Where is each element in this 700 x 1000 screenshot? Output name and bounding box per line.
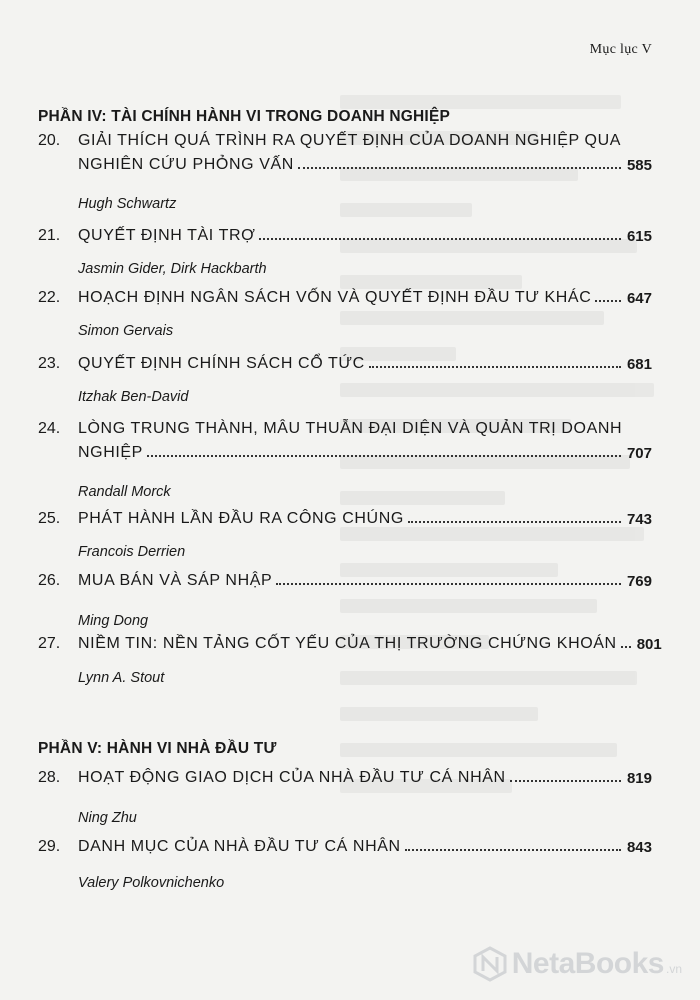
entry-title-continued: NGHIỆP — [78, 444, 143, 461]
dot-leader — [595, 300, 621, 302]
dot-leader — [298, 167, 621, 169]
entry-title-continued: NGHIÊN CỨU PHỎNG VẤN — [78, 156, 294, 173]
bleed-through-decoration — [340, 95, 670, 855]
entry-number: 26. — [38, 572, 61, 589]
toc-entry[interactable] — [38, 355, 652, 373]
entry-page-number: 819 — [626, 770, 652, 787]
entry-title: GIẢI THÍCH QUÁ TRÌNH RA QUYẾT ĐỊNH CỦA DOANH NGHIỆP QUA — [78, 132, 622, 149]
entry-page-number: 615 — [626, 228, 652, 245]
entry-title: HOẠCH ĐỊNH NGÂN SÁCH VỐN VÀ QUYẾT ĐỊNH ĐẦU TƯ KHÁC — [78, 289, 592, 306]
entry-author: Francois Derrien — [78, 544, 186, 560]
entry-title: LÒNG TRUNG THÀNH, MÂU THUẪN ĐẠI DIỆN VÀ QUẢN TRỊ DOANH — [78, 420, 623, 437]
dot-leader — [405, 849, 621, 851]
netabooks-watermark — [472, 946, 682, 982]
page-header: Mục lục V — [589, 42, 652, 57]
entry-page-number: 707 — [626, 445, 652, 462]
entry-page-number: 681 — [626, 356, 652, 373]
entry-title: PHÁT HÀNH LẦN ĐẦU RA CÔNG CHÚNG — [78, 510, 404, 527]
watermark-brand: NetaBooks — [511, 947, 664, 980]
entry-number: 23. — [38, 355, 61, 372]
entry-number: 24. — [38, 420, 61, 437]
dot-leader — [147, 455, 621, 457]
entry-title: QUYẾT ĐỊNH TÀI TRỢ — [78, 227, 256, 244]
entry-author: Jasmin Gider, Dirk Hackbarth — [78, 261, 267, 277]
entry-page-number: 585 — [626, 157, 652, 174]
entry-number: 29. — [38, 838, 61, 855]
entry-page-number: 843 — [626, 839, 652, 856]
toc-entry[interactable] — [38, 420, 652, 462]
entry-title: NIỀM TIN: NỀN TẢNG CỐT YẾU CỦA THỊ TRƯỜNG CHỨNG KHOÁN — [78, 635, 617, 652]
entry-author: Valery Polkovnichenko — [78, 875, 225, 891]
entry-author: Ning Zhu — [78, 810, 137, 826]
entry-title: DANH MỤC CỦA NHÀ ĐẦU TƯ CÁ NHÂN — [78, 838, 401, 855]
entry-number: 20. — [38, 132, 61, 149]
dot-leader — [276, 583, 621, 585]
netabooks-logo-icon — [472, 946, 508, 982]
entry-title: QUYẾT ĐỊNH CHÍNH SÁCH CỔ TỨC — [78, 355, 365, 372]
toc-entry[interactable] — [38, 227, 652, 245]
entry-number: 27. — [38, 635, 61, 652]
part-heading: PHẦN IV: TÀI CHÍNH HÀNH VI TRONG DOANH NGHIỆP — [38, 108, 451, 125]
toc-entry[interactable] — [38, 132, 652, 174]
entry-author: Ming Dong — [78, 613, 149, 629]
toc-entry[interactable] — [38, 838, 652, 856]
entry-page-number: 801 — [636, 636, 662, 653]
entry-number: 21. — [38, 227, 61, 244]
dot-leader — [510, 780, 621, 782]
entry-number: 22. — [38, 289, 61, 306]
entry-title: HOẠT ĐỘNG GIAO DỊCH CỦA NHÀ ĐẦU TƯ CÁ NHÂN — [78, 769, 506, 786]
entry-page-number: 647 — [626, 290, 652, 307]
toc-entry[interactable] — [38, 510, 652, 528]
toc-entry[interactable] — [38, 289, 652, 307]
entry-author: Simon Gervais — [78, 323, 174, 339]
dot-leader — [369, 366, 621, 368]
toc-entry[interactable] — [38, 769, 652, 787]
part-heading: PHẦN V: HÀNH VI NHÀ ĐẦU TƯ — [38, 740, 277, 757]
entry-author: Randall Morck — [78, 484, 171, 500]
dot-leader — [259, 238, 621, 240]
entry-page-number: 743 — [626, 511, 652, 528]
entry-title: MUA BÁN VÀ SÁP NHẬP — [78, 572, 273, 589]
entry-author: Hugh Schwartz — [78, 196, 177, 212]
entry-number: 25. — [38, 510, 61, 527]
watermark-suffix: .vn — [665, 962, 682, 976]
entry-author: Itzhak Ben-David — [78, 389, 189, 405]
dot-leader — [408, 521, 621, 523]
dot-leader — [621, 646, 631, 648]
toc-entry[interactable] — [38, 635, 662, 653]
entry-number: 28. — [38, 769, 61, 786]
toc-entry[interactable] — [38, 572, 652, 590]
entry-page-number: 769 — [626, 573, 652, 590]
entry-author: Lynn A. Stout — [78, 670, 165, 686]
